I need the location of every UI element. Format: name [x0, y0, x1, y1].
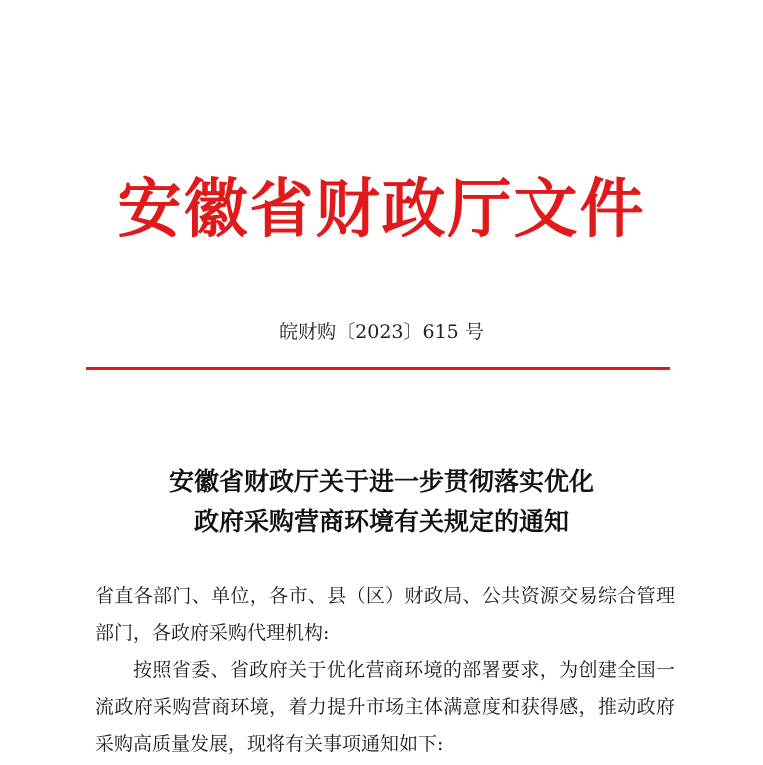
document-title	[0, 462, 763, 542]
addressees-paragraph: 省直各部门、单位，各市、县（区）财政局、公共资源交易综合管理部门，各政府采购代理机构:	[95, 585, 675, 644]
body-paragraph-1: 按照省委、省政府关于优化营商环境的部署要求，为创建全国一流政府采购营商环境，着力提升市场主体满意度和获得感，推动政府采购高质量发展，现将有关事项通知如下:	[95, 659, 675, 755]
red-divider-line	[86, 367, 670, 370]
issuer-header-title: 安徽省财政厅文件	[117, 172, 646, 247]
document-title-line-2: 政府采购营商环境有关规定的通知	[193, 507, 569, 536]
document-title-line-1: 安徽省财政厅关于进一步贯彻落实优化	[168, 467, 594, 496]
document-body	[95, 578, 675, 763]
document-number: 皖财购〔2023〕615 号	[279, 321, 484, 343]
